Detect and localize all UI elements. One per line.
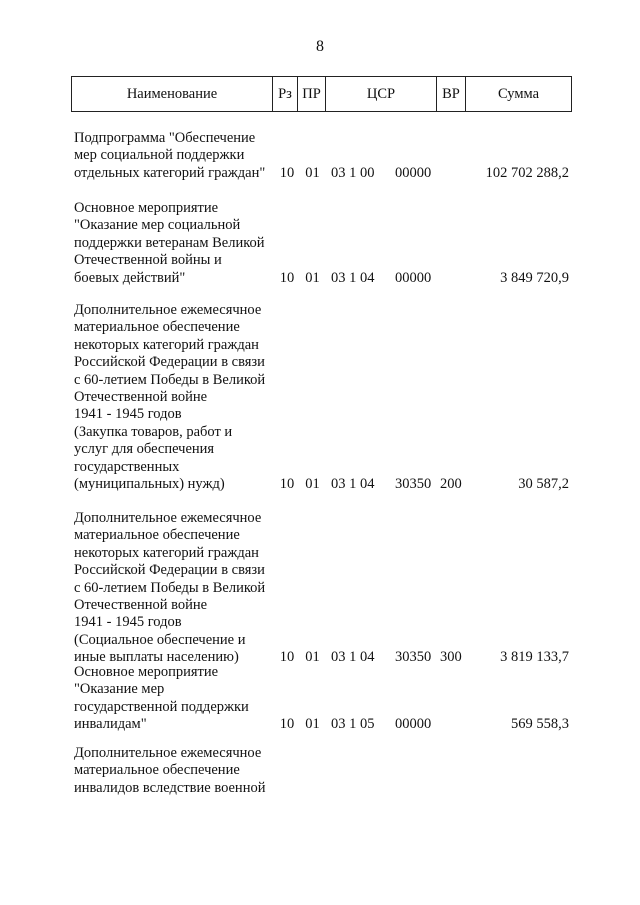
row-name-line: материальное обеспечение [74,527,240,544]
row-name-line: (Социальное обеспечение и [74,631,246,648]
row-name-line: Основное мероприятие [74,664,219,680]
row-name-line: Основное мероприятие [74,200,219,216]
row-name-line: "Оказание мер [74,681,165,698]
row-name-line: Дополнительное ежемесячное [74,745,262,761]
row-name-line: государственных [74,458,180,475]
row-name-line: Отечественной войны и [74,252,222,269]
page-number: 8 [316,38,324,55]
cell-csr-number: 00000 [395,716,432,733]
cell-csr: 03 1 04 [331,269,375,286]
header-pr: ПР [298,77,326,111]
cell-rz: 10 [279,164,295,181]
header-name: Наименование [72,77,273,111]
row-name-line: 1941 - 1945 годов [74,614,182,631]
cell-csr: 03 1 05 [331,716,375,733]
cell-vr: 300 [440,649,462,666]
cell-sum: 3 819 133,7 [500,649,569,666]
cell-rz: 10 [279,269,295,286]
cell-rz: 10 [279,649,295,666]
row-name [74,200,279,287]
cell-pr: 01 [305,164,320,181]
row-name-line: Отечественной войне [74,597,208,614]
header-csr: ЦСР [326,77,437,111]
row-name-line: поддержки ветеранам Великой [74,234,265,251]
row-name-line: боевых действий" [74,269,186,286]
row-name-line: инвалидов вследствие военной [74,779,266,796]
row-name-line: услуг для обеспечения [74,441,215,458]
cell-sum: 3 849 720,9 [500,269,569,286]
row-name-line: 1941 - 1945 годов [74,406,182,423]
row-name-line: государственной поддержки [74,698,249,715]
cell-pr: 01 [305,269,320,286]
row-name-line: мер социальной поддержки [74,147,245,164]
header-rz: Рз [273,77,298,111]
cell-pr: 01 [305,476,320,492]
table-header [71,76,572,112]
row-name [74,510,279,667]
row-name-line: материальное обеспечение [74,319,240,336]
cell-vr: 200 [440,476,462,492]
cell-csr-number: 00000 [395,164,432,181]
cell-rz: 10 [279,476,295,492]
row-name [74,130,279,182]
row-name-line: Отечественной войне [74,389,208,406]
row-name-line: некоторых категорий граждан [74,544,259,561]
row-name [74,664,279,734]
cell-sum: 102 702 288,2 [485,164,569,181]
cell-csr-number: 30350 [395,476,432,492]
cell-csr-number: 30350 [395,649,432,666]
row-name-line: Российской Федерации в связи [74,562,265,579]
row-name-line: Дополнительное ежемесячное [74,302,262,318]
row-name-line: Российской Федерации в связи [74,354,265,371]
cell-csr: 03 1 04 [331,649,375,666]
header-sum: Сумма [497,85,540,102]
row-name-line: с 60-летием Победы в Великой [74,371,266,388]
cell-rz: 10 [279,716,295,733]
row-name-line: некоторых категорий граждан [74,336,259,353]
row-name-line: (муниципальных) нужд) [74,476,225,493]
row-name-line: Дополнительное ежемесячное [74,510,262,526]
row-name [74,745,279,797]
header-vr: ВР [437,77,466,111]
row-name-line: инвалидам" [74,716,147,733]
row-name-line: отдельных категорий граждан" [74,164,266,181]
cell-pr: 01 [305,716,320,733]
row-name-line: "Оказание мер социальной [74,217,241,234]
row-name [74,302,279,493]
cell-csr: 03 1 04 [331,476,375,492]
row-name-line: иные выплаты населению) [74,649,239,666]
row-name-line: с 60-летием Победы в Великой [74,579,266,596]
row-name-line: Подпрограмма "Обеспечение [74,130,256,146]
row-name-line: (Закупка товаров, работ и [74,423,233,440]
cell-csr-number: 00000 [395,269,432,286]
cell-pr: 01 [305,649,320,666]
cell-csr: 03 1 00 [331,164,375,181]
row-name-line: материальное обеспечение [74,762,240,779]
cell-sum: 569 558,3 [511,716,569,733]
cell-sum: 30 587,2 [518,476,569,492]
